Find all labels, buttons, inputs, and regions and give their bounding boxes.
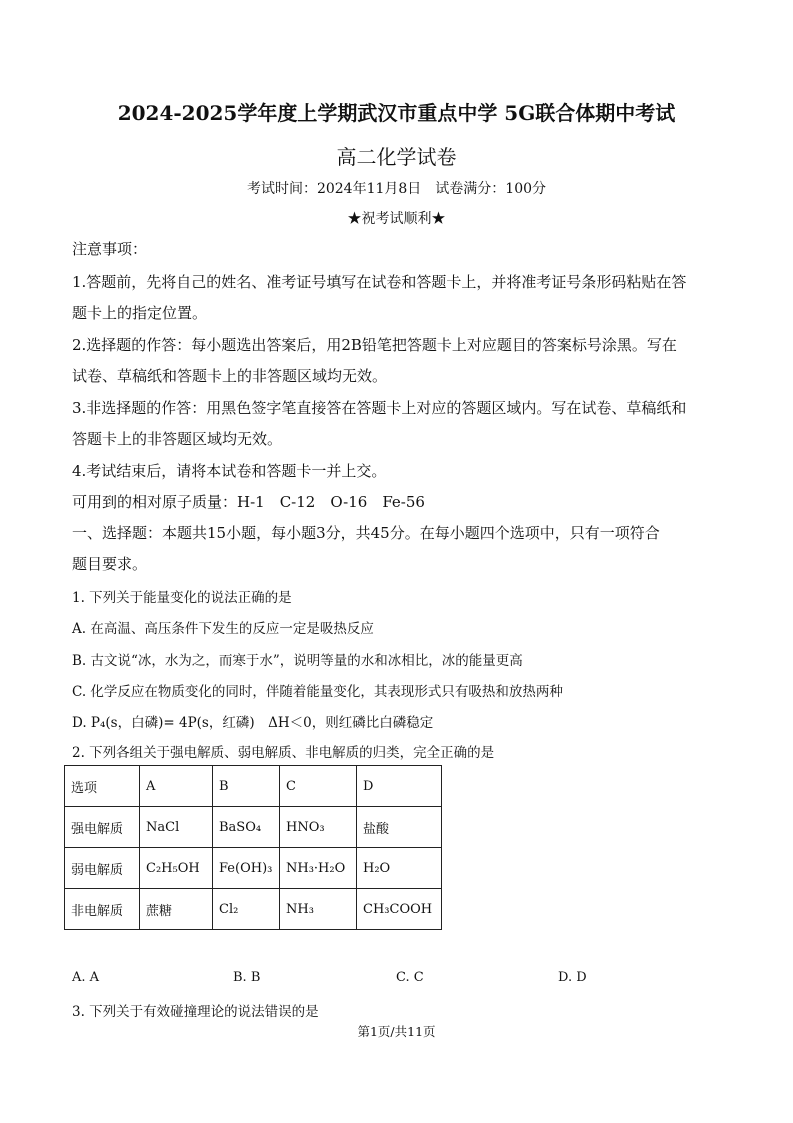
table-cell: CH₃COOH [357, 889, 442, 930]
table-row [65, 766, 442, 807]
table-cell: Fe(OH)₃ [213, 848, 280, 889]
table-cell: B [213, 766, 280, 807]
electrolyte-table [64, 765, 442, 930]
question-2-option-a: A. A [72, 970, 100, 985]
note-line: 3.非选择题的作答：用黑色签字笔直接答在答题卡上对应的答题区域内。写在试卷、草稿纸和 [72, 399, 687, 417]
table-cell: HNO₃ [280, 807, 357, 848]
note-line: 试卷、草稿纸和答题卡上的非答题区域均无效。 [72, 367, 388, 385]
note-line: 2.选择题的作答：每小题选出答案后，用2B铅笔把答题卡上对应题目的答案标号涂黑。写在 [72, 336, 677, 354]
table-cell: A [140, 766, 213, 807]
table-cell: 非电解质 [65, 889, 140, 930]
notes-heading: 注意事项： [72, 240, 148, 258]
exam-title: 2024-2025学年度上学期武汉市重点中学 5G联合体期中考试 [117, 101, 676, 125]
question-2-option-d: D. D [558, 970, 587, 985]
table-cell: C [280, 766, 357, 807]
question-1-option-b: B. 古文说“冰，水为之，而寒于水”，说明等量的水和冰相比，冰的能量更高 [72, 653, 523, 669]
section-heading-cont: 题目要求。 [72, 555, 148, 573]
table-cell: NaCl [140, 807, 213, 848]
table-row [65, 848, 442, 889]
table-cell: 选项 [65, 766, 140, 807]
section-heading: 一、选择题：本题共15小题，每小题3分，共45分。在每小题四个选项中，只有一项符合 [72, 524, 660, 542]
table-cell: Cl₂ [213, 889, 280, 930]
question-3-stem: 3. 下列关于有效碰撞理论的说法错误的是 [72, 1004, 319, 1020]
blessing-line: ★祝考试顺利★ [347, 211, 446, 227]
exam-subtitle: 高二化学试卷 [336, 145, 457, 169]
exam-info: 考试时间：2024年11月8日 试卷满分：100分 [246, 181, 547, 197]
table-cell: D [357, 766, 442, 807]
table-cell: NH₃ [280, 889, 357, 930]
table-cell: H₂O [357, 848, 442, 889]
table-row [65, 889, 442, 930]
table-cell: BaSO₄ [213, 807, 280, 848]
table-row [65, 807, 442, 848]
table-cell: 盐酸 [357, 807, 442, 848]
table-cell: NH₃·H₂O [280, 848, 357, 889]
note-line: 1.答题前，先将自己的姓名、准考证号填写在试卷和答题卡上，并将准考证号条形码粘贴在答 [72, 273, 687, 291]
table-cell: 弱电解质 [65, 848, 140, 889]
atomic-masses: 可用到的相对原子质量：H-1 C-12 O-16 Fe-56 [72, 493, 425, 511]
note-line: 答题卡上的非答题区域均无效。 [72, 430, 283, 448]
note-line: 题卡上的指定位置。 [72, 304, 208, 322]
question-1-option-a: A. 在高温、高压条件下发生的反应一定是吸热反应 [72, 621, 374, 637]
question-2-stem: 2. 下列各组关于强电解质、弱电解质、非电解质的归类，完全正确的是 [72, 745, 495, 761]
question-1-option-d: D. P₄(s，白磷)= 4P(s，红磷) ΔH＜0，则红磷比白磷稳定 [72, 715, 434, 731]
table-cell: 蔗糖 [140, 889, 213, 930]
table-cell: 强电解质 [65, 807, 140, 848]
table-cell: C₂H₅OH [140, 848, 213, 889]
note-line: 4.考试结束后，请将本试卷和答题卡一并上交。 [72, 462, 387, 480]
question-1-stem: 1. 下列关于能量变化的说法正确的是 [72, 590, 292, 606]
question-2-option-c: C. C [396, 970, 424, 985]
page-number: 第1页/共11页 [357, 1024, 436, 1039]
question-1-option-c: C. 化学反应在物质变化的同时，伴随着能量变化，其表现形式只有吸热和放热两种 [72, 684, 563, 700]
question-2-option-b: B. B [233, 970, 261, 985]
